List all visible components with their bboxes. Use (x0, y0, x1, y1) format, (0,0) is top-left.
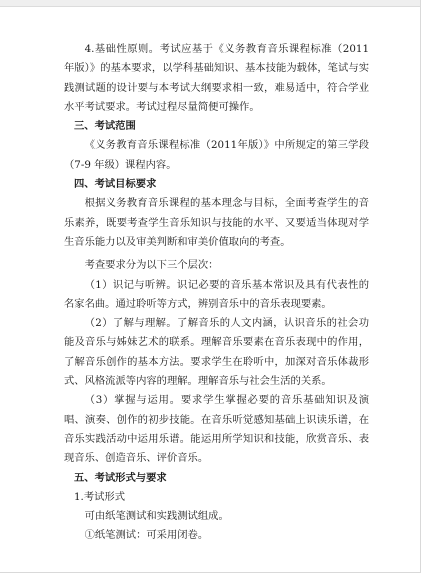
document-body (64, 40, 369, 546)
written-test-paragraph: ①纸笔测试：可采用闭卷。 (84, 529, 209, 542)
level-2-paragraph: （2）了解与理解。了解音乐的人文内涵，认识音乐的社会功能及音乐与姊妹艺术的联系。理解音乐要素在音乐表现中的作用，了解音乐创作的基本方法。要求学生在聆听中，加深对音乐体裁形式、风格流派等内容的理解。理解音乐与社会生活的关系。 (64, 317, 369, 388)
levels-intro: 考查要求分为以下三个层次： (84, 259, 219, 272)
section-3-heading: 三、考试范围 (74, 120, 136, 133)
exam-format-subheading: 1.考试形式 (74, 490, 126, 503)
principle-4-paragraph: 4.基础性原则。考试应基于《义务教育音乐课程标准（2011 年版）》的基本要求，以学科基础知识、基本技能为载体，笔试与实践测试题的设计要与本考试大纲要求相一致，难易适中，符合学业水平考试要求。考试过程尽量简便可操作。 (64, 43, 369, 113)
level-3-paragraph: （3）掌握与运用。要求学生掌握必要的音乐基础知识及演唱、演奏、创作的初步技能。在音乐听觉感知基础上识读乐谱，在音乐实践活动中运用乐谱。能运用所学知识和技能，欣赏音乐、表现音乐、创造音乐、评价音乐。 (64, 394, 369, 465)
exam-scope-paragraph: 《义务教育音乐课程标准（2011年版）》中所规定的第三学段（7-9 年级）课程内容。 (64, 139, 369, 171)
exam-goal-paragraph: 根据义务教育音乐课程的基本理念与目标，全面考查学生的音乐素养，既要考查学生音乐知识与技能的水平、又要适当体现对学生音乐能力以及审美判断和审美价值取向的考查。 (64, 197, 369, 248)
section-4-heading: 四、考试目标要求 (74, 178, 157, 191)
section-5-heading: 五、考试形式与要求 (74, 471, 167, 484)
page-top-edge (0, 0, 420, 7)
exam-format-paragraph: 可由纸笔测试和实践测试组成。 (84, 510, 229, 523)
level-1-paragraph: （1）识记与听辨。识记必要的音乐基本常识及具有代表性的名家名曲。通过聆听等方式，辨别音乐中的音乐表现要素。 (64, 278, 369, 310)
